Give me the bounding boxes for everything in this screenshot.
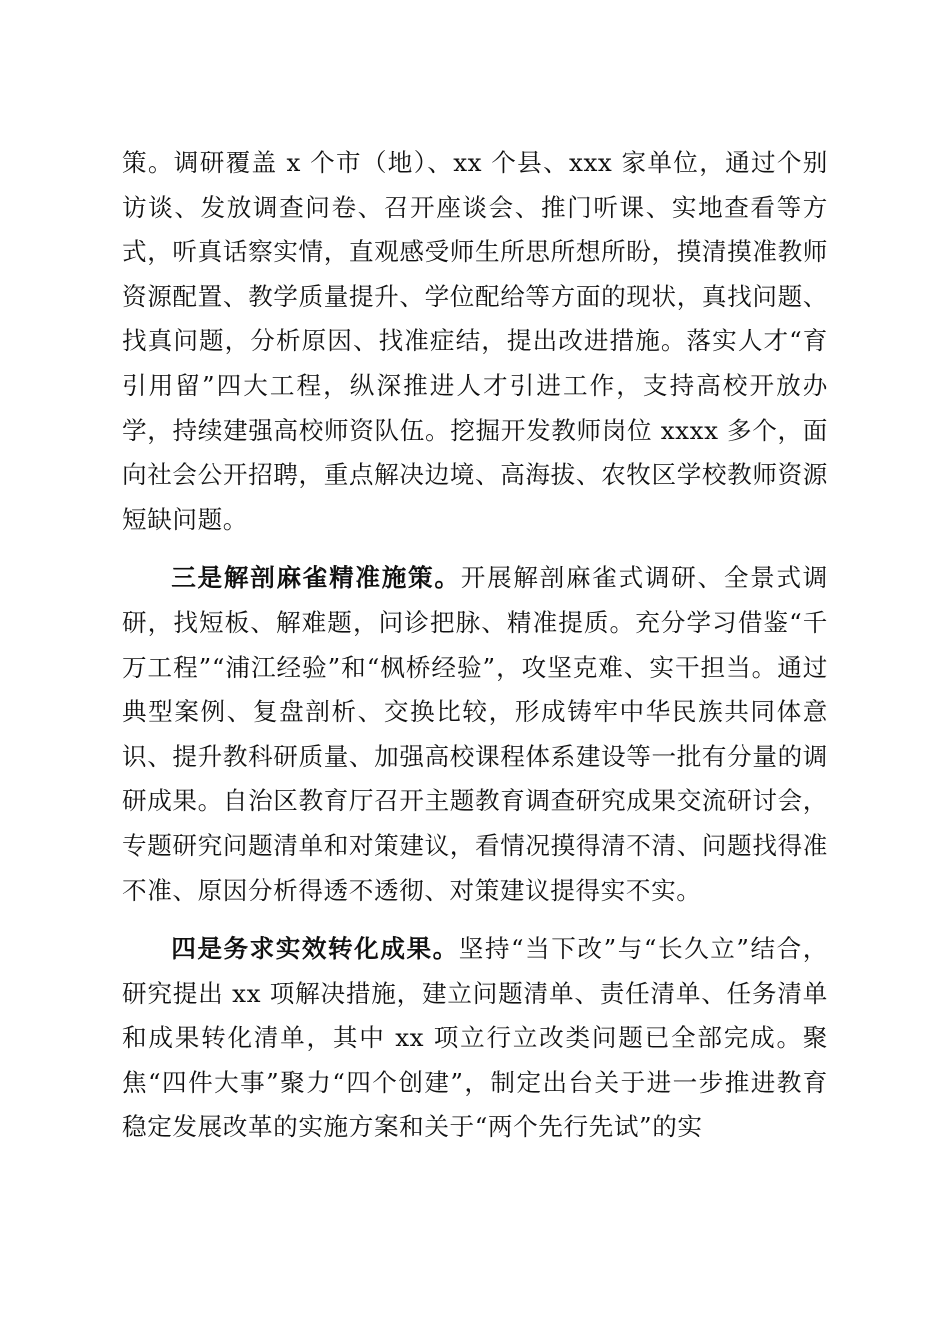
paragraph-3: [122, 927, 828, 1150]
paragraph-3-lead: 四是务求实效转化成果。: [171, 934, 459, 964]
paragraph-2-text: 开展解剖麻雀式调研、全景式调研，找短板、解难题，问诊把脉、精准提质。充分学习借鉴“千万工程”“浦江经验”和“枫桥经验”，攻坚克难、实干担当。通过典型案例、复盘剖析、交换比较，形成铸牢中华民族共同体意识、提升教科研质量、加强高校课程体系建设等一批有分量的调研成果。自治区教育厅召开主题教育调查研究成果交流研讨会，专题研究问题清单和对策建议，看情况摸得清不清、问题找得准不准、原因分析得透不透彻、对策建议提得实不实。: [122, 563, 829, 905]
document-body: [122, 141, 828, 1150]
paragraph-2: [122, 556, 828, 913]
paragraph-2-lead: 三是解剖麻雀精准施策。: [171, 563, 461, 593]
paragraph-1-text: 策。调研覆盖 x 个市（地）、xx 个县、xxx 家单位，通过个别访谈、发放调查问卷、召开座谈会、推门听课、实地查看等方式，听真话察实情，直观感受师生所思所想所盼，摸清摸准教师资源配置、教学质量提升、学位配给等方面的现状，真找问题、找真问题，分析原因、找准症结，提出改进措施。落实人才“育引用留”四大工程，纵深推进人才引进工作，支持高校开放办学，持续建强高校师资队伍。挖掘开发教师岗位 xxxx 多个，面向社会公开招聘，重点解决边境、高海拔、农牧区学校教师资源短缺问题。: [122, 148, 828, 534]
paragraph-1: [122, 141, 828, 542]
paragraph-3-text: 坚持“当下改”与“长久立”结合，研究提出 xx 项解决措施，建立问题清单、责任清单、任务清单和成果转化清单，其中 xx 项立行立改类问题已全部完成。聚焦“四件大事”聚力“四个创建”，制定出台关于进一步推进教育稳定发展改革的实施方案和关于“两个先行先试”的实: [122, 934, 828, 1142]
